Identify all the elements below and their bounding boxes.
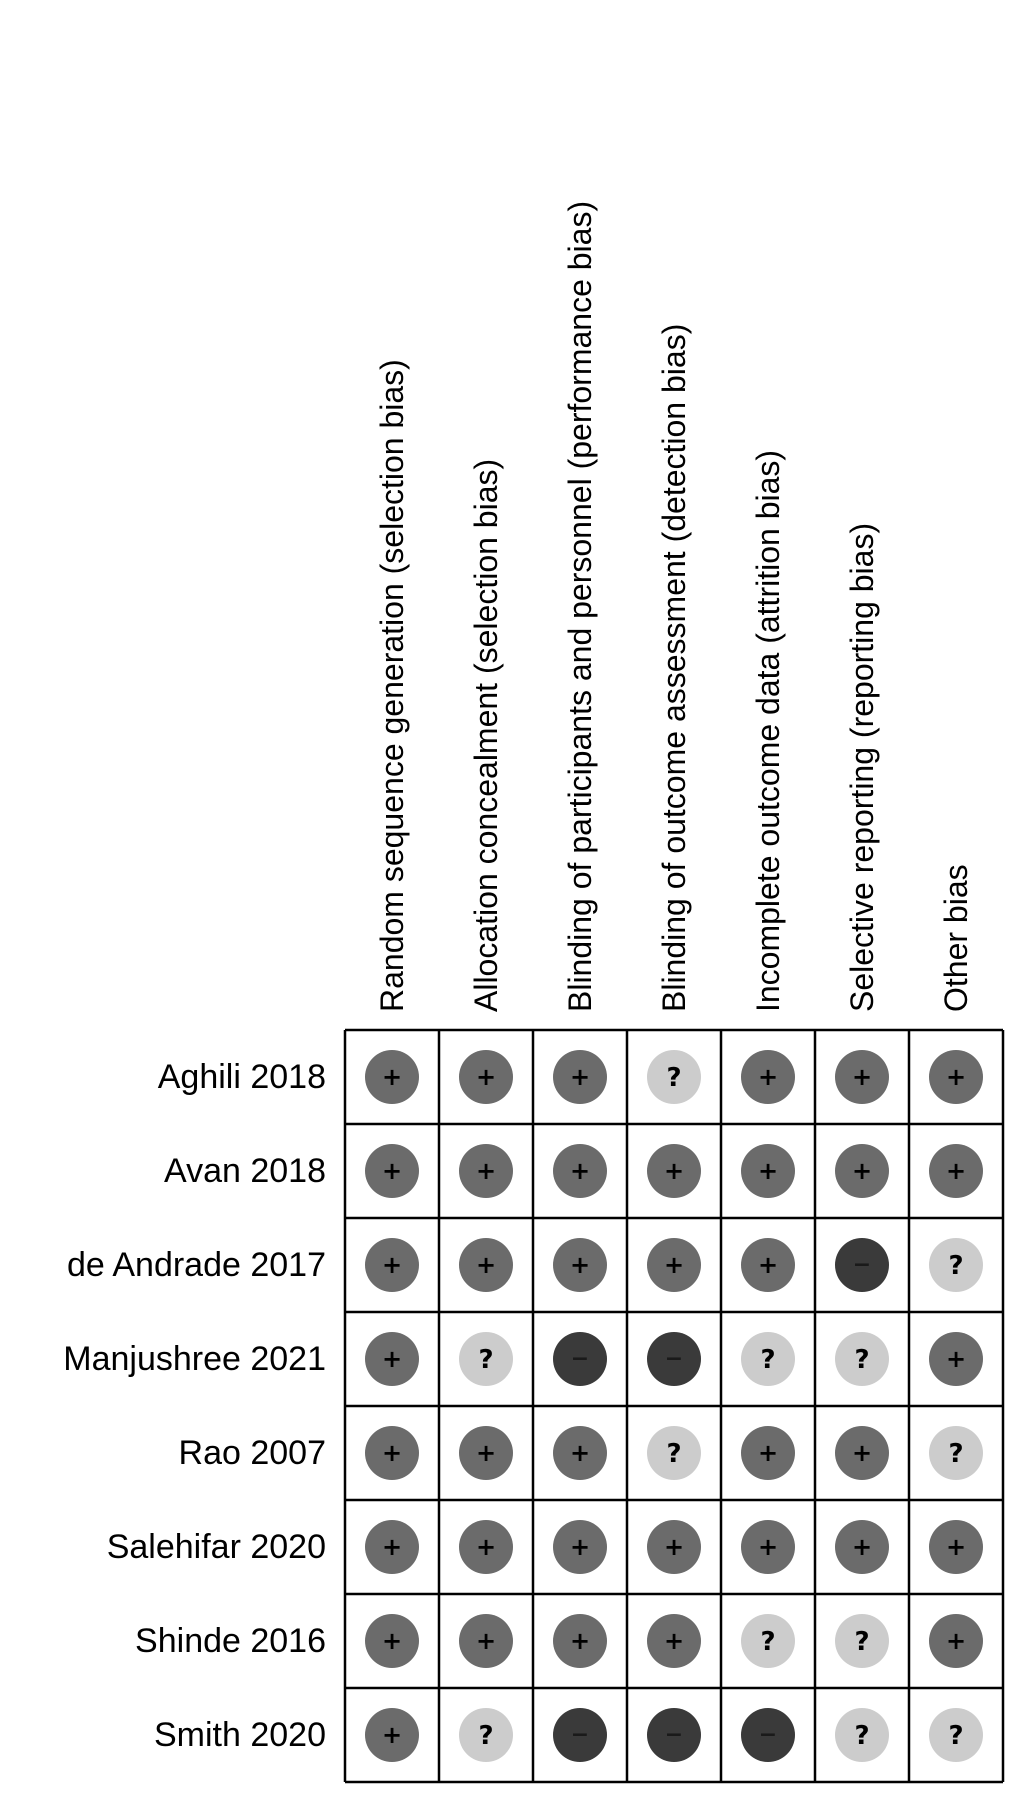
study-label-rao-2007: Rao 2007 [178,1434,326,1472]
judgement-low-symbol: + [663,1251,685,1279]
judgement-high-symbol: − [758,1722,778,1748]
judgement-high-symbol: − [570,1346,590,1372]
judgement-unclear-smith-2020-other-bias [929,1708,983,1762]
judgement-unclear-symbol: ? [478,1721,494,1751]
judgement-low-shinde-2016-allocation-concealment-selection-bias [459,1614,513,1668]
judgement-low-symbol: + [663,1157,685,1185]
domain-label-selective-reporting-reporting-bias: Selective reporting (reporting bias) [844,522,880,1012]
judgement-low-aghili-2018-allocation-concealment-selection-bias [459,1050,513,1104]
judgement-low-avan-2018-other-bias [929,1144,983,1198]
judgement-high-manjushree-2021-blinding-of-participants-and-personnel-performance-bias [553,1332,607,1386]
judgement-low-aghili-2018-other-bias [929,1050,983,1104]
judgement-unclear-manjushree-2021-incomplete-outcome-data-attrition-bias [741,1332,795,1386]
judgement-high-manjushree-2021-blinding-of-outcome-assessment-detection-bias [647,1332,701,1386]
judgement-low-shinde-2016-other-bias [929,1614,983,1668]
judgement-low-symbol: + [945,1533,967,1561]
judgement-unclear-symbol: ? [948,1251,964,1281]
judgement-low-symbol: + [475,1157,497,1185]
judgement-unclear-manjushree-2021-selective-reporting-reporting-bias [835,1332,889,1386]
judgement-low-salehifar-2020-other-bias [929,1520,983,1574]
judgement-low-shinde-2016-blinding-of-outcome-assessment-detection-bias [647,1614,701,1668]
judgement-unclear-symbol: ? [948,1721,964,1751]
judgement-high-smith-2020-blinding-of-participants-and-personnel-performance-bias [553,1708,607,1762]
judgement-low-salehifar-2020-incomplete-outcome-data-attrition-bias [741,1520,795,1574]
study-label-salehifar-2020: Salehifar 2020 [106,1528,326,1566]
judgement-low-symbol: + [569,1063,591,1091]
judgement-low-smith-2020-random-sequence-generation-selection-bias [365,1708,419,1762]
judgement-low-symbol: + [757,1251,779,1279]
judgement-low-symbol: + [663,1533,685,1561]
judgement-low-avan-2018-blinding-of-participants-and-personnel-performance-bias [553,1144,607,1198]
judgement-low-shinde-2016-random-sequence-generation-selection-bias [365,1614,419,1668]
judgement-low-symbol: + [569,1627,591,1655]
judgement-unclear-rao-2007-blinding-of-outcome-assessment-detection-bias [647,1426,701,1480]
study-label-avan-2018: Avan 2018 [164,1152,326,1190]
judgement-low-symbol: + [945,1627,967,1655]
judgement-low-de-andrade-2017-blinding-of-participants-and-personnel-performance-bias [553,1238,607,1292]
judgement-low-symbol: + [663,1627,685,1655]
judgement-low-rao-2007-blinding-of-participants-and-personnel-performance-bias [553,1426,607,1480]
study-label-de-andrade-2017: de Andrade 2017 [66,1246,326,1284]
judgement-high-smith-2020-blinding-of-outcome-assessment-detection-bias [647,1708,701,1762]
judgement-low-symbol: + [475,1627,497,1655]
judgement-unclear-symbol: ? [854,1721,870,1751]
judgement-low-symbol: + [757,1157,779,1185]
judgement-unclear-symbol: ? [666,1439,682,1469]
judgement-low-de-andrade-2017-incomplete-outcome-data-attrition-bias [741,1238,795,1292]
judgement-low-symbol: + [381,1251,403,1279]
judgement-low-avan-2018-blinding-of-outcome-assessment-detection-bias [647,1144,701,1198]
judgement-high-de-andrade-2017-selective-reporting-reporting-bias [835,1238,889,1292]
domain-label-allocation-concealment-selection-bias: Allocation concealment (selection bias) [468,458,504,1012]
judgement-low-salehifar-2020-random-sequence-generation-selection-bias [365,1520,419,1574]
judgement-low-symbol: + [757,1533,779,1561]
judgement-low-avan-2018-selective-reporting-reporting-bias [835,1144,889,1198]
domain-label-incomplete-outcome-data-attrition-bias: Incomplete outcome data (attrition bias) [750,449,786,1012]
judgement-low-salehifar-2020-allocation-concealment-selection-bias [459,1520,513,1574]
judgement-low-symbol: + [851,1439,873,1467]
judgement-low-symbol: + [381,1533,403,1561]
judgement-low-rao-2007-allocation-concealment-selection-bias [459,1426,513,1480]
judgement-unclear-shinde-2016-incomplete-outcome-data-attrition-bias [741,1614,795,1668]
judgement-low-de-andrade-2017-random-sequence-generation-selection-bias [365,1238,419,1292]
judgement-unclear-shinde-2016-selective-reporting-reporting-bias [835,1614,889,1668]
judgement-grid [345,1030,1003,1782]
judgement-low-salehifar-2020-blinding-of-outcome-assessment-detection-bias [647,1520,701,1574]
judgement-low-symbol: + [757,1063,779,1091]
judgement-unclear-symbol: ? [760,1627,776,1657]
judgement-low-symbol: + [475,1439,497,1467]
judgement-high-symbol: − [664,1722,684,1748]
judgement-low-symbol: + [475,1251,497,1279]
judgement-unclear-smith-2020-selective-reporting-reporting-bias [835,1708,889,1762]
judgement-high-smith-2020-incomplete-outcome-data-attrition-bias [741,1708,795,1762]
study-label-aghili-2018: Aghili 2018 [157,1058,326,1096]
judgement-low-rao-2007-incomplete-outcome-data-attrition-bias [741,1426,795,1480]
judgement-low-rao-2007-random-sequence-generation-selection-bias [365,1426,419,1480]
judgement-low-symbol: + [475,1533,497,1561]
judgement-low-symbol: + [475,1063,497,1091]
judgement-low-salehifar-2020-selective-reporting-reporting-bias [835,1520,889,1574]
judgement-unclear-symbol: ? [478,1345,494,1375]
judgement-low-symbol: + [851,1063,873,1091]
judgement-low-rao-2007-selective-reporting-reporting-bias [835,1426,889,1480]
judgement-unclear-symbol: ? [760,1345,776,1375]
judgement-unclear-de-andrade-2017-other-bias [929,1238,983,1292]
judgement-unclear-symbol: ? [854,1345,870,1375]
judgement-unclear-smith-2020-allocation-concealment-selection-bias [459,1708,513,1762]
judgement-unclear-manjushree-2021-allocation-concealment-selection-bias [459,1332,513,1386]
judgement-low-symbol: + [569,1439,591,1467]
judgement-unclear-symbol: ? [854,1627,870,1657]
judgement-low-aghili-2018-random-sequence-generation-selection-bias [365,1050,419,1104]
judgement-low-de-andrade-2017-blinding-of-outcome-assessment-detection-bias [647,1238,701,1292]
domain-label-blinding-of-participants-and-personnel-performance-bias: Blinding of participants and personnel (performance bias) [562,200,598,1012]
judgement-low-symbol: + [851,1533,873,1561]
judgement-high-symbol: − [852,1252,872,1278]
judgement-unclear-symbol: ? [948,1439,964,1469]
judgement-low-symbol: + [569,1157,591,1185]
judgement-low-avan-2018-incomplete-outcome-data-attrition-bias [741,1144,795,1198]
judgement-low-de-andrade-2017-allocation-concealment-selection-bias [459,1238,513,1292]
judgement-low-aghili-2018-incomplete-outcome-data-attrition-bias [741,1050,795,1104]
study-label-smith-2020: Smith 2020 [154,1716,326,1754]
judgement-low-symbol: + [381,1063,403,1091]
judgement-low-aghili-2018-selective-reporting-reporting-bias [835,1050,889,1104]
judgement-low-manjushree-2021-random-sequence-generation-selection-bias [365,1332,419,1386]
domain-label-blinding-of-outcome-assessment-detection-bias: Blinding of outcome assessment (detection bias) [656,323,692,1012]
judgement-low-avan-2018-random-sequence-generation-selection-bias [365,1144,419,1198]
study-label-shinde-2016: Shinde 2016 [135,1622,326,1660]
judgement-low-symbol: + [381,1157,403,1185]
judgement-low-salehifar-2020-blinding-of-participants-and-personnel-performance-bias [553,1520,607,1574]
judgement-low-symbol: + [851,1157,873,1185]
judgement-low-symbol: + [381,1627,403,1655]
domain-headers [374,201,974,1012]
judgement-low-symbol: + [945,1157,967,1185]
judgement-unclear-symbol: ? [666,1063,682,1093]
judgement-low-avan-2018-allocation-concealment-selection-bias [459,1144,513,1198]
judgement-unclear-rao-2007-other-bias [929,1426,983,1480]
judgement-low-shinde-2016-blinding-of-participants-and-personnel-performance-bias [553,1614,607,1668]
domain-label-other-bias: Other bias [938,864,974,1012]
judgement-low-aghili-2018-blinding-of-participants-and-personnel-performance-bias [553,1050,607,1104]
judgement-low-symbol: + [757,1439,779,1467]
judgement-high-symbol: − [570,1722,590,1748]
judgement-low-symbol: + [381,1721,403,1749]
judgement-low-manjushree-2021-other-bias [929,1332,983,1386]
judgement-low-symbol: + [381,1439,403,1467]
judgement-low-symbol: + [569,1251,591,1279]
judgement-low-symbol: + [945,1345,967,1373]
judgement-low-symbol: + [945,1063,967,1091]
study-labels [63,1058,326,1754]
domain-label-random-sequence-generation-selection-bias: Random sequence generation (selection bias) [374,359,410,1012]
judgement-low-symbol: + [381,1345,403,1373]
judgement-low-symbol: + [569,1533,591,1561]
judgement-high-symbol: − [664,1346,684,1372]
judgement-unclear-aghili-2018-blinding-of-outcome-assessment-detection-bias [647,1050,701,1104]
study-label-manjushree-2021: Manjushree 2021 [63,1340,326,1378]
